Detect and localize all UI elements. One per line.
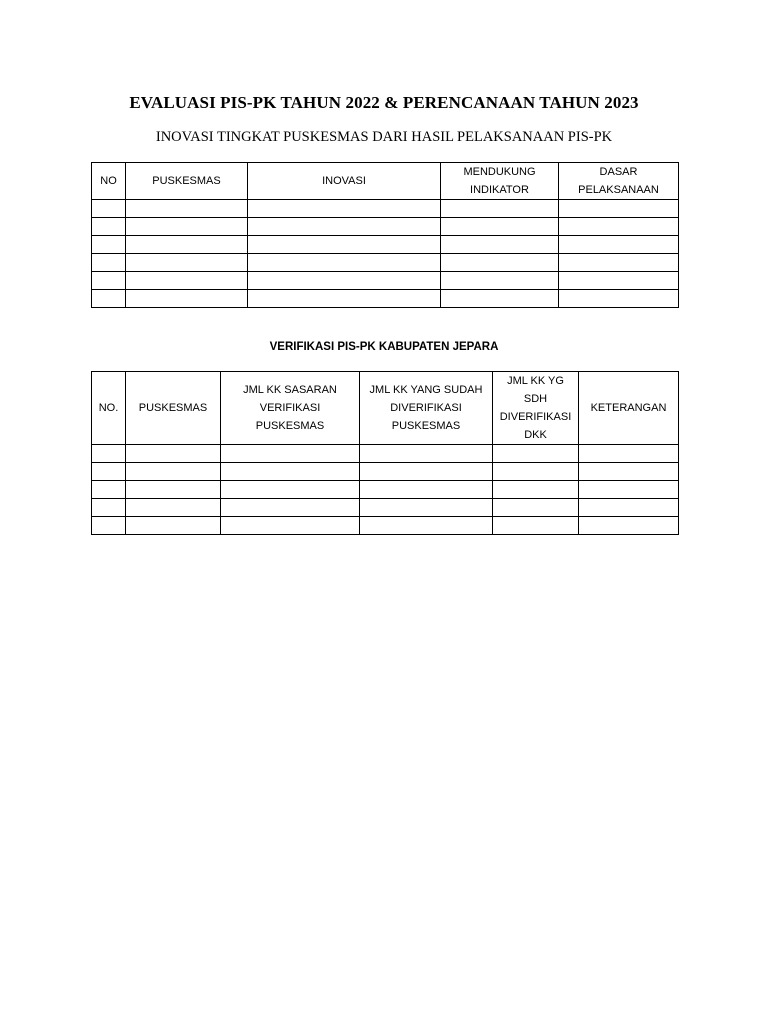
table-cell [579, 499, 679, 517]
table-cell [92, 254, 126, 272]
table-cell [248, 200, 441, 218]
verifikasi-header-row [92, 372, 679, 445]
table-cell [92, 236, 126, 254]
table-cell [248, 290, 441, 308]
table-cell [493, 463, 579, 481]
header-mendukung-indikator: MENDUKUNG INDIKATOR [441, 163, 559, 200]
table-cell [248, 218, 441, 236]
table-cell [248, 236, 441, 254]
table-cell [579, 481, 679, 499]
table-row [92, 200, 679, 218]
table-cell [221, 463, 360, 481]
header-keterangan: KETERANGAN [579, 372, 679, 445]
table-cell [92, 463, 126, 481]
table-cell [559, 236, 679, 254]
table-cell [493, 517, 579, 535]
table-cell [441, 218, 559, 236]
table-cell [360, 517, 493, 535]
table-cell [126, 481, 221, 499]
table-cell [493, 499, 579, 517]
table-cell [360, 463, 493, 481]
table-cell [559, 218, 679, 236]
table-cell [441, 236, 559, 254]
table-cell [126, 445, 221, 463]
inovasi-table-body [92, 200, 679, 308]
header-inovasi: INOVASI [248, 163, 441, 200]
inovasi-header-row [92, 163, 679, 200]
table-cell [559, 272, 679, 290]
table-cell [92, 445, 126, 463]
table-cell [126, 463, 221, 481]
header-jml-kk-diverifikasi-dkk: JML KK YG SDH DIVERIFIKASI DKK [493, 372, 579, 445]
header-puskesmas: PUSKESMAS [126, 163, 248, 200]
table-cell [248, 272, 441, 290]
table-cell [559, 200, 679, 218]
table-cell [126, 236, 248, 254]
table-cell [221, 445, 360, 463]
table-cell [579, 445, 679, 463]
table-cell [441, 272, 559, 290]
table-cell [559, 290, 679, 308]
table-row [92, 517, 679, 535]
table-cell [126, 272, 248, 290]
table-cell [248, 254, 441, 272]
table-cell [441, 254, 559, 272]
table-cell [126, 290, 248, 308]
header-jml-kk-sasaran: JML KK SASARAN VERIFIKASI PUSKESMAS [221, 372, 360, 445]
header-puskesmas: PUSKESMAS [126, 372, 221, 445]
table-cell [126, 517, 221, 535]
table-cell [92, 481, 126, 499]
table-cell [126, 200, 248, 218]
header-dasar-pelaksanaan: DASAR PELAKSANAAN [559, 163, 679, 200]
table-cell [126, 254, 248, 272]
table-cell [360, 499, 493, 517]
verifikasi-section-title: VERIFIKASI PIS-PK KABUPATEN JEPARA [269, 341, 499, 353]
table-cell [92, 499, 126, 517]
verifikasi-table [91, 371, 679, 535]
table-cell [92, 200, 126, 218]
table-cell [126, 499, 221, 517]
inovasi-section-title: INOVASI TINGKAT PUSKESMAS DARI HASIL PELAKSANAAN PIS-PK [155, 129, 613, 145]
document-title: EVALUASI PIS-PK TAHUN 2022 & PERENCANAAN TAHUN 2023 [129, 93, 639, 112]
table-cell [92, 218, 126, 236]
table-cell [92, 517, 126, 535]
inovasi-table [91, 162, 679, 308]
table-cell [360, 481, 493, 499]
table-row [92, 463, 679, 481]
table-cell [221, 517, 360, 535]
table-row [92, 272, 679, 290]
table-row [92, 499, 679, 517]
table-row [92, 254, 679, 272]
table-cell [441, 200, 559, 218]
table-row [92, 218, 679, 236]
table-row [92, 236, 679, 254]
table-cell [559, 254, 679, 272]
table-row [92, 481, 679, 499]
table-cell [441, 290, 559, 308]
table-cell [493, 445, 579, 463]
table-cell [92, 290, 126, 308]
table-cell [360, 445, 493, 463]
table-cell [493, 481, 579, 499]
table-cell [579, 517, 679, 535]
table-row [92, 290, 679, 308]
header-no: NO [92, 163, 126, 200]
table-cell [221, 481, 360, 499]
header-jml-kk-diverifikasi-puskesmas: JML KK YANG SUDAH DIVERIFIKASI PUSKESMAS [360, 372, 493, 445]
table-cell [579, 463, 679, 481]
table-cell [126, 218, 248, 236]
table-row [92, 445, 679, 463]
table-cell [221, 499, 360, 517]
verifikasi-table-body [92, 445, 679, 535]
table-cell [92, 272, 126, 290]
header-no: NO. [92, 372, 126, 445]
